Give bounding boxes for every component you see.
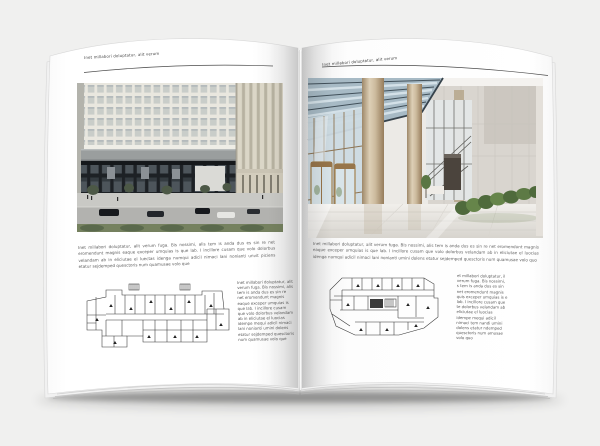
spine <box>299 50 300 390</box>
right-page-header: Inet millabori doluptatur, alit verum <box>322 55 398 67</box>
right-page-column-text: et millabori doluptatur, il verum fuga. Bis nossimi, s tem is anda dus es sin net eromendunt magnis quis exceper umquias is e lab. I incillore cusam que te dolorbus velandam ab eliciutae el luocias idempe mequi adicil nimaci tem nandi umini dolens etatur ndemped quesctoris num amusae volo quo <box>456 273 508 341</box>
lobby-column <box>362 78 384 220</box>
left-page-paragraph: Inet millabori doluptatur, alit verum fuga. Bis nossimi, alis tem is anda dus es sin re net eromendunt magnis eaque exceper umquias is que lab. I incillore cusam que volo dolorbus velandam ab in eliciutae el luectas idenga numqui adicil nimaci lani nonianti unvit piciens etatur sejdemped quesctoris num quamusae volo que <box>78 239 276 270</box>
left-page-column-text: Inet millabori doluptatur, alit verum fuga. Bis nossimi, alis tem is anda dus es sin re net eromendunt magnis eaque exceper umquias is que lab. I incillore cusam que volo dolorbus velandam ab in eliciutae el luocias idempe mequi adicil nimaci lani nonianti umini dolens etatur sejdemped quesctoris num quamusae volo que <box>237 278 295 342</box>
left-photo-building-exterior <box>77 83 283 232</box>
right-page-paragraph: Inet millabori doluptatur, alit verum fuga. Bis nossimi, alis tem is anda dus es sin re net eromendunt magnis eaque exceper umquias is que lab. I incillore cusam que volo dolorbus velandam ab in eliciutae el luocias idenga numqui adicil nimaci lani nonianti umini dolens etatur sejdemped quesctoris num quamusae volo quo <box>312 241 539 263</box>
right-photo-lobby-interior <box>308 78 543 238</box>
left-page-header: Inet millabori doluptatur, alit verum <box>84 50 160 60</box>
